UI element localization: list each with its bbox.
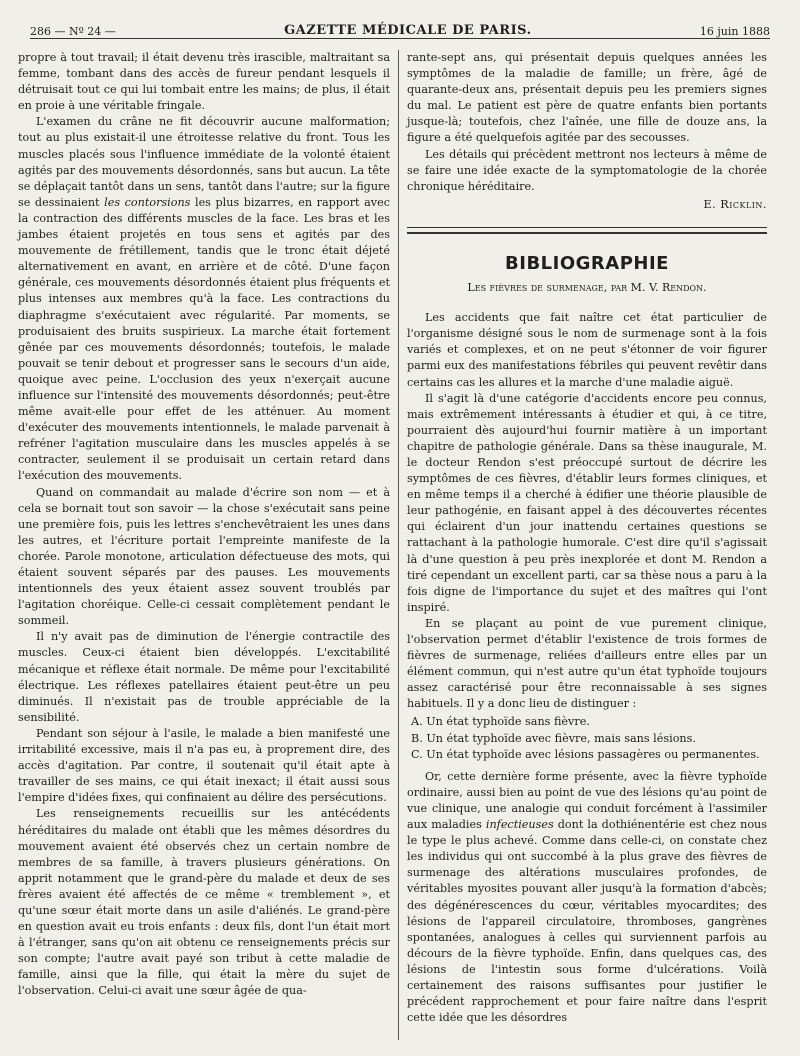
review-paragraph-1: Les accidents que fait naître cet état particulier de l'organisme désigné sous le nom de surmenage sont à la fois variés et complexes, et on ne peut s'étonner de voir figurer parmi eux des manifestations fébriles qui peuvent revêtir dans certains cas les allures et la marche d'une maladie aiguë. xyxy=(407,311,767,389)
left-column xyxy=(18,50,390,1000)
review-paragraph-3: En se plaçant au point de vue purement clinique, l'observation permet d'établir l'existence de trois formes de fièvres de surmenage, reliées d'ailleurs entre elles par un élément commun, qui n'est autre qu'un état typhoïde toujours assez caractérisé pour être reconnaissable à ses signes habituels. Il y a donc lieu de distinguer : xyxy=(407,616,767,711)
forms-list xyxy=(407,714,767,762)
review-paragraph-2: Il s'agit là d'une catégorie d'accidents encore peu connus, mais extrêmement intéressants à étudier et qui, à ce titre, pourraient dès aujourd'hui fournir matière à un important chapitre de pathologie générale. Dans sa thèse inaugurale, M. le docteur Rendon s'est préoccupé surtout de décrire les symptômes de ces fièvres, d'établir leurs formes cliniques, et en même temps il a cherché à édifier une théorie plausible de leur pathogénie, en faisant appel à des découvertes récentes qui éclairent d'un jour inattendu certaines questions se rattachant à la pathologie humorale. C'est dire qu'il s'agissait là d'une question à peu près inexplorée et dont M. Rendon a tiré cependant un excellent parti, car sa thèse nous a paru à la fois digne de l'importance du sujet et des maîtres qui l'ont inspiré. xyxy=(407,391,767,614)
page-number: 286 — Nº 24 — xyxy=(30,25,116,38)
list-item: A. Un état typhoïde sans fièvre. xyxy=(411,715,590,729)
column-divider xyxy=(398,50,399,1040)
left-paragraph-2: L'examen du crâne ne fit découvrir aucune malformation; tout au plus existait-il une étroitesse relative du front. Tous les muscles placés sous l'influence immédiate de la volonté étaient agités par des mouvements désordonnés, sans but aucun. La tête se déplaçait tantôt dans un sens, tantôt dans l'autre; sur la figure se dessinaient les contorsions les plus bizarres, en rapport avec la contraction des différents muscles de la face. Les bras et les jambes étaient projetés en tous sens et agités par des mouvemente de frétillement, tandis que le tronc était déjeté alternativement en avant, en arrière et de côté. D'une façon générale, ces mouvements désordonnés étaient plus fréquents et plus intenses aux membres qu'à la face. Les contractions du diaphragme s'exécutaient avec régularité. Par moments, se produisaient des bruits suspirieux. La marche était fortement gênée par ces mouvements désordonnés; toutefois, le malade pouvait se tenir debout et progresser sans le secours d'un aide, quoique avec peine. L'occlusion des yeux n'exerçait aucune influence sur l'intensité des mouvements désordonnés; peut-être même avait-elle pour effet de les atténuer. Au moment d'exécuter des mouvements intentionnels, le malade parvenait à refréner l'agitation musculaire dans les muscles appelés à se contracter, seulement il se produisait un certain retard dans l'exécution des mouvements. xyxy=(18,115,390,483)
emphasis-infectieuses: infectieuses xyxy=(485,818,554,832)
review-paragraph-4: Or, cette dernière forme présente, avec la fièvre typhoïde ordinaire, aussi bien au point de vue des lésions qu'au point de vue clinique, une analogie qui conduit forcément à l'assimiler aux maladies infectieuses dont la dothiénentérie est chez nous le type le plus achevé. Comme dans celle-ci, on constate chez les individus qui ont succombé à la plus grave des fièvres de surmenage des altérations musculaires profondes, de véritables myosites pouvant aller jusqu'à la formation d'abcès; des dégénérescences du cœur, véritables myocardites; des lésions de l'appareil circulatoire, thromboses, gangrènes spontanées, analogues à celles qui surviennent parfois au décours de la fièvre typhoïde. Enfin, dans quelques cas, des lésions de l'intestin sous forme d'ulcérations. Voilà certainement des raisons suffisantes pour justifier le précédent rapprochement et pour faire naître dans l'esprit cette idée que les désordres xyxy=(407,769,767,1025)
review-subtitle: Les fièvres de surmenage, par M. V. Rendon. xyxy=(467,281,707,295)
left-paragraph-3: Quand on commandait au malade d'écrire son nom — et à cela se bornait tout son savoir — la chose s'exécutait sans peine une première fois, puis les lettres s'enchevêtraient les unes dans les autres, et l'écriture portait l'empreinte manifeste de la chorée. Parole monotone, articulation défectueuse des mots, qui étaient souvent séparés par des pauses. Les mouvements intentionnels des yeux étaient assez souvent troublés par l'agitation choréique. Celle-ci cessait complètement pendant le sommeil. xyxy=(18,485,390,628)
left-paragraph-1: propre à tout travail; il était devenu très irascible, maltraitant sa femme, tombant dans des accès de fureur pendant lesquels il détruisait tout ce qui lui tombait entre les mains; de plus, il était en proie à une véritable fringale. xyxy=(18,51,390,113)
list-item: B. Un état typhoïde avec fièvre, mais sans lésions. xyxy=(411,731,696,745)
journal-title: GAZETTE MÉDICALE DE PARIS. xyxy=(284,23,532,38)
issue-date: 16 juin 1888 xyxy=(699,25,770,38)
left-paragraph-6: Les renseignements recueillis sur les antécédents héréditaires du malade ont établi que les mêmes désordres du mouvement avaient été observés chez un certain nombre de membres de sa famille, à travers plusieurs générations. On apprit notamment que le grand-père du malade et deux de ses frères avaient été affectés de ce même « tremblement », et qu'une sœur était morte dans un asile d'aliénés. Le grand-père en question avait eu trois enfants : deux fils, dont l'un était mort à l'étranger, sans qu'on ait obtenu ce renseignements précis sur son compte; l'autre avait payé son tribut à cette maladie de famille, ainsi que la fille, qui était la mère du sujet de l'observation. Celui-ci avait une sœur âgée de qua- xyxy=(18,807,390,998)
page-header xyxy=(30,16,770,39)
right-paragraph-1: rante-sept ans, qui présentait depuis quelques années les symptômes de la maladie de famille; un frère, âgé de quarante-deux ans, présentait depuis peu les premiers signes du mal. Le patient est père de quatre enfants bien portants jusque-là; toutefois, chez l'aînée, une fille de douze ans, la figure a été quelquefois agitée par des secousses. xyxy=(407,51,767,145)
left-paragraph-5: Pendant son séjour à l'asile, le malade a bien manifesté une irritabilité excessive, mais il n'a pas eu, à proprement dire, des accès d'agitation. Par contre, il soutenait qu'il était apte à travailler de ses mains, ce qui était inexact; il était aussi sous l'empire d'idées fixes, qui confinaient au délire des persécutions. xyxy=(18,726,390,805)
section-rule xyxy=(407,227,767,234)
right-paragraph-2: Les détails qui précèdent mettront nos lecteurs à même de se faire une idée exacte de la symptomatologie de la chorée chronique héréditaire. xyxy=(407,147,767,193)
emphasis-contorsions: les contorsions xyxy=(104,195,191,209)
section-title: BIBLIOGRAPHIE xyxy=(505,252,669,274)
right-column xyxy=(407,50,767,1026)
article-signature: E. Ricklin. xyxy=(703,197,767,211)
left-paragraph-4: Il n'y avait pas de diminution de l'énergie contractile des muscles. Ceux-ci étaient bien développés. L'excitabilité mécanique et réflexe était normale. De même pour l'excitabilité électrique. Les réflexes patellaires étaient peut-être un peu diminués. Il n'existait pas de trouble appréciable de la sensibilité. xyxy=(18,630,390,724)
list-item: C. Un état typhoïde avec lésions passagères ou permanentes. xyxy=(411,747,760,761)
